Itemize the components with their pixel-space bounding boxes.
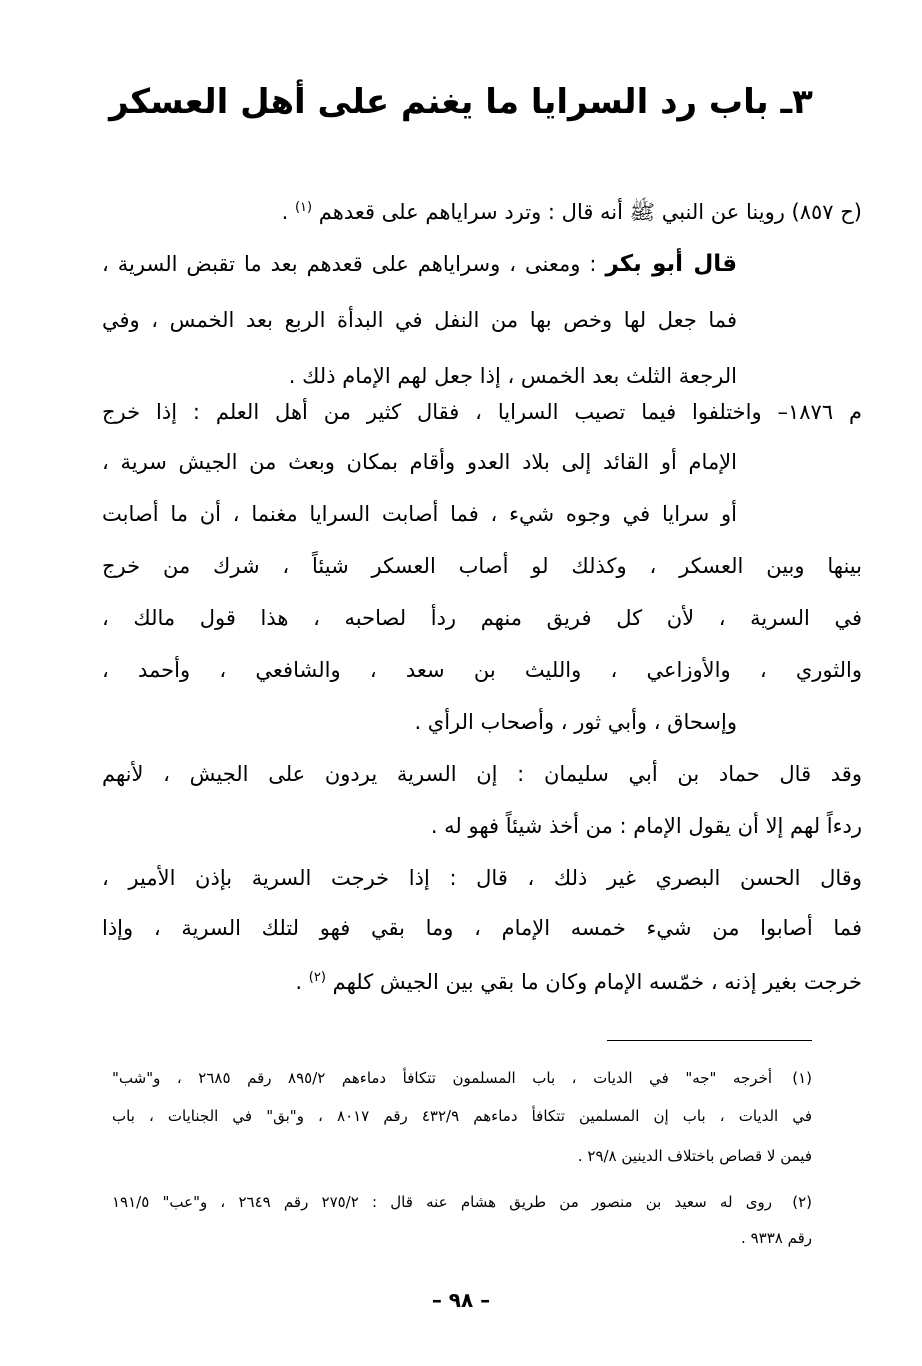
commentary-text-1: : ومعنى ، وسراياهم على قعدهم بعد ما تقبض السرية ،	[102, 252, 606, 276]
hasan-line-2: فما أصابوا من شيء خمسه الإمام ، وما بقي فهو لتلك السرية ، وإذا	[102, 916, 862, 940]
footnote-1-line-1: أخرجه "جه" في الديات ، باب المسلمون تتكافأ دماءهم ٨٩٥/٢ رقم ٢٦٨٥ ، و"شب"	[112, 1069, 772, 1087]
commentary-line-1	[102, 236, 737, 292]
masala-line-1: م ١٨٧٦– واختلفوا فيما تصيب السرايا ، فقال كثير من أهل العلم : إذا خرج	[102, 400, 862, 424]
masala-line-6: والثوري ، والأوزاعي ، والليث بن سعد ، والشافعي ، وأحمد ،	[102, 658, 862, 682]
hasan-text-3: خرجت بغير إذنه ، خمّسه الإمام وكان ما بقي بين الجيش كلهم	[332, 970, 862, 994]
footnote-ref-1[interactable]: (١)	[294, 200, 313, 215]
masala-line-4: بينها وبين العسكر ، وكذلك لو أصاب العسكر شيئاً ، شرك من خرج	[102, 554, 862, 578]
footnote-1-line-3: فيمن لا قصاص باختلاف الدينين ٢٩/٨ .	[577, 1147, 812, 1165]
hasan-end: .	[295, 970, 309, 994]
hadith-line	[102, 180, 862, 236]
commentary-line-3: الرجعة الثلث بعد الخمس ، إذا جعل لهم الإمام ذلك .	[288, 364, 737, 388]
hammad-line-2: ردءاً لهم إلا أن يقول الإمام : من أخذ شيئاً فهو له .	[430, 814, 862, 838]
hammad-line-1: وقد قال حماد بن أبي سليمان : إن السرية يردون على الجيش ، لأنهم	[102, 762, 862, 786]
hadith-end: .	[281, 200, 295, 224]
hasan-line-3	[102, 950, 862, 1006]
chapter-title: ٣ـ باب رد السرايا ما يغنم على أهل العسكر	[109, 82, 813, 122]
hasan-line-1: وقال الحسن البصري غير ذلك ، قال : إذا خرجت السرية بإذن الأمير ،	[102, 866, 862, 890]
footnote-2-line-2: رقم ٩٣٣٨ .	[741, 1229, 812, 1247]
footnote-ref-2[interactable]: (٢)	[308, 970, 326, 985]
footnote-2-line-1: روى له سعيد بن منصور من طريق هشام عنه قال : ٢٧٥/٢ رقم ٢٦٤٩ ، و"عب" ١٩١/٥	[112, 1193, 772, 1211]
footnote-1-number: (١)	[792, 1069, 812, 1087]
footnote-divider	[607, 1040, 812, 1041]
footnote-2-number: (٢)	[792, 1193, 812, 1211]
commentary-line-2: فما جعل لها وخص بها من النفل في البدأة الربع بعد الخمس ، وفي	[102, 308, 737, 332]
hadith-text: (ح ٨٥٧) روينا عن النبي ﷺ أنه قال : وترد سراياهم على قعدهم	[318, 200, 862, 224]
page-number: – ٩٨ –	[431, 1288, 491, 1312]
masala-line-5: في السرية ، لأن كل فريق منهم ردأ لصاحبه ، هذا قول مالك ،	[102, 606, 862, 630]
masala-line-2: الإمام أو القائد إلى بلاد العدو وأقام بمكان وبعث من الجيش سرية ،	[102, 450, 737, 474]
masala-line-3: أو سرايا في وجوه شيء ، فما أصابت السرايا مغنما ، أن ما أصابت	[102, 502, 737, 526]
masala-line-7: وإسحاق ، وأبي ثور ، وأصحاب الرأي .	[414, 710, 737, 734]
footnote-1-line-2: في الديات ، باب إن المسلمين تتكافأ دماءهم ٤٣٢/٩ رقم ٨٠١٧ ، و"بق" في الجنايات ، باب	[112, 1107, 812, 1125]
commentary-lead: قال أبو بكر	[605, 251, 737, 277]
